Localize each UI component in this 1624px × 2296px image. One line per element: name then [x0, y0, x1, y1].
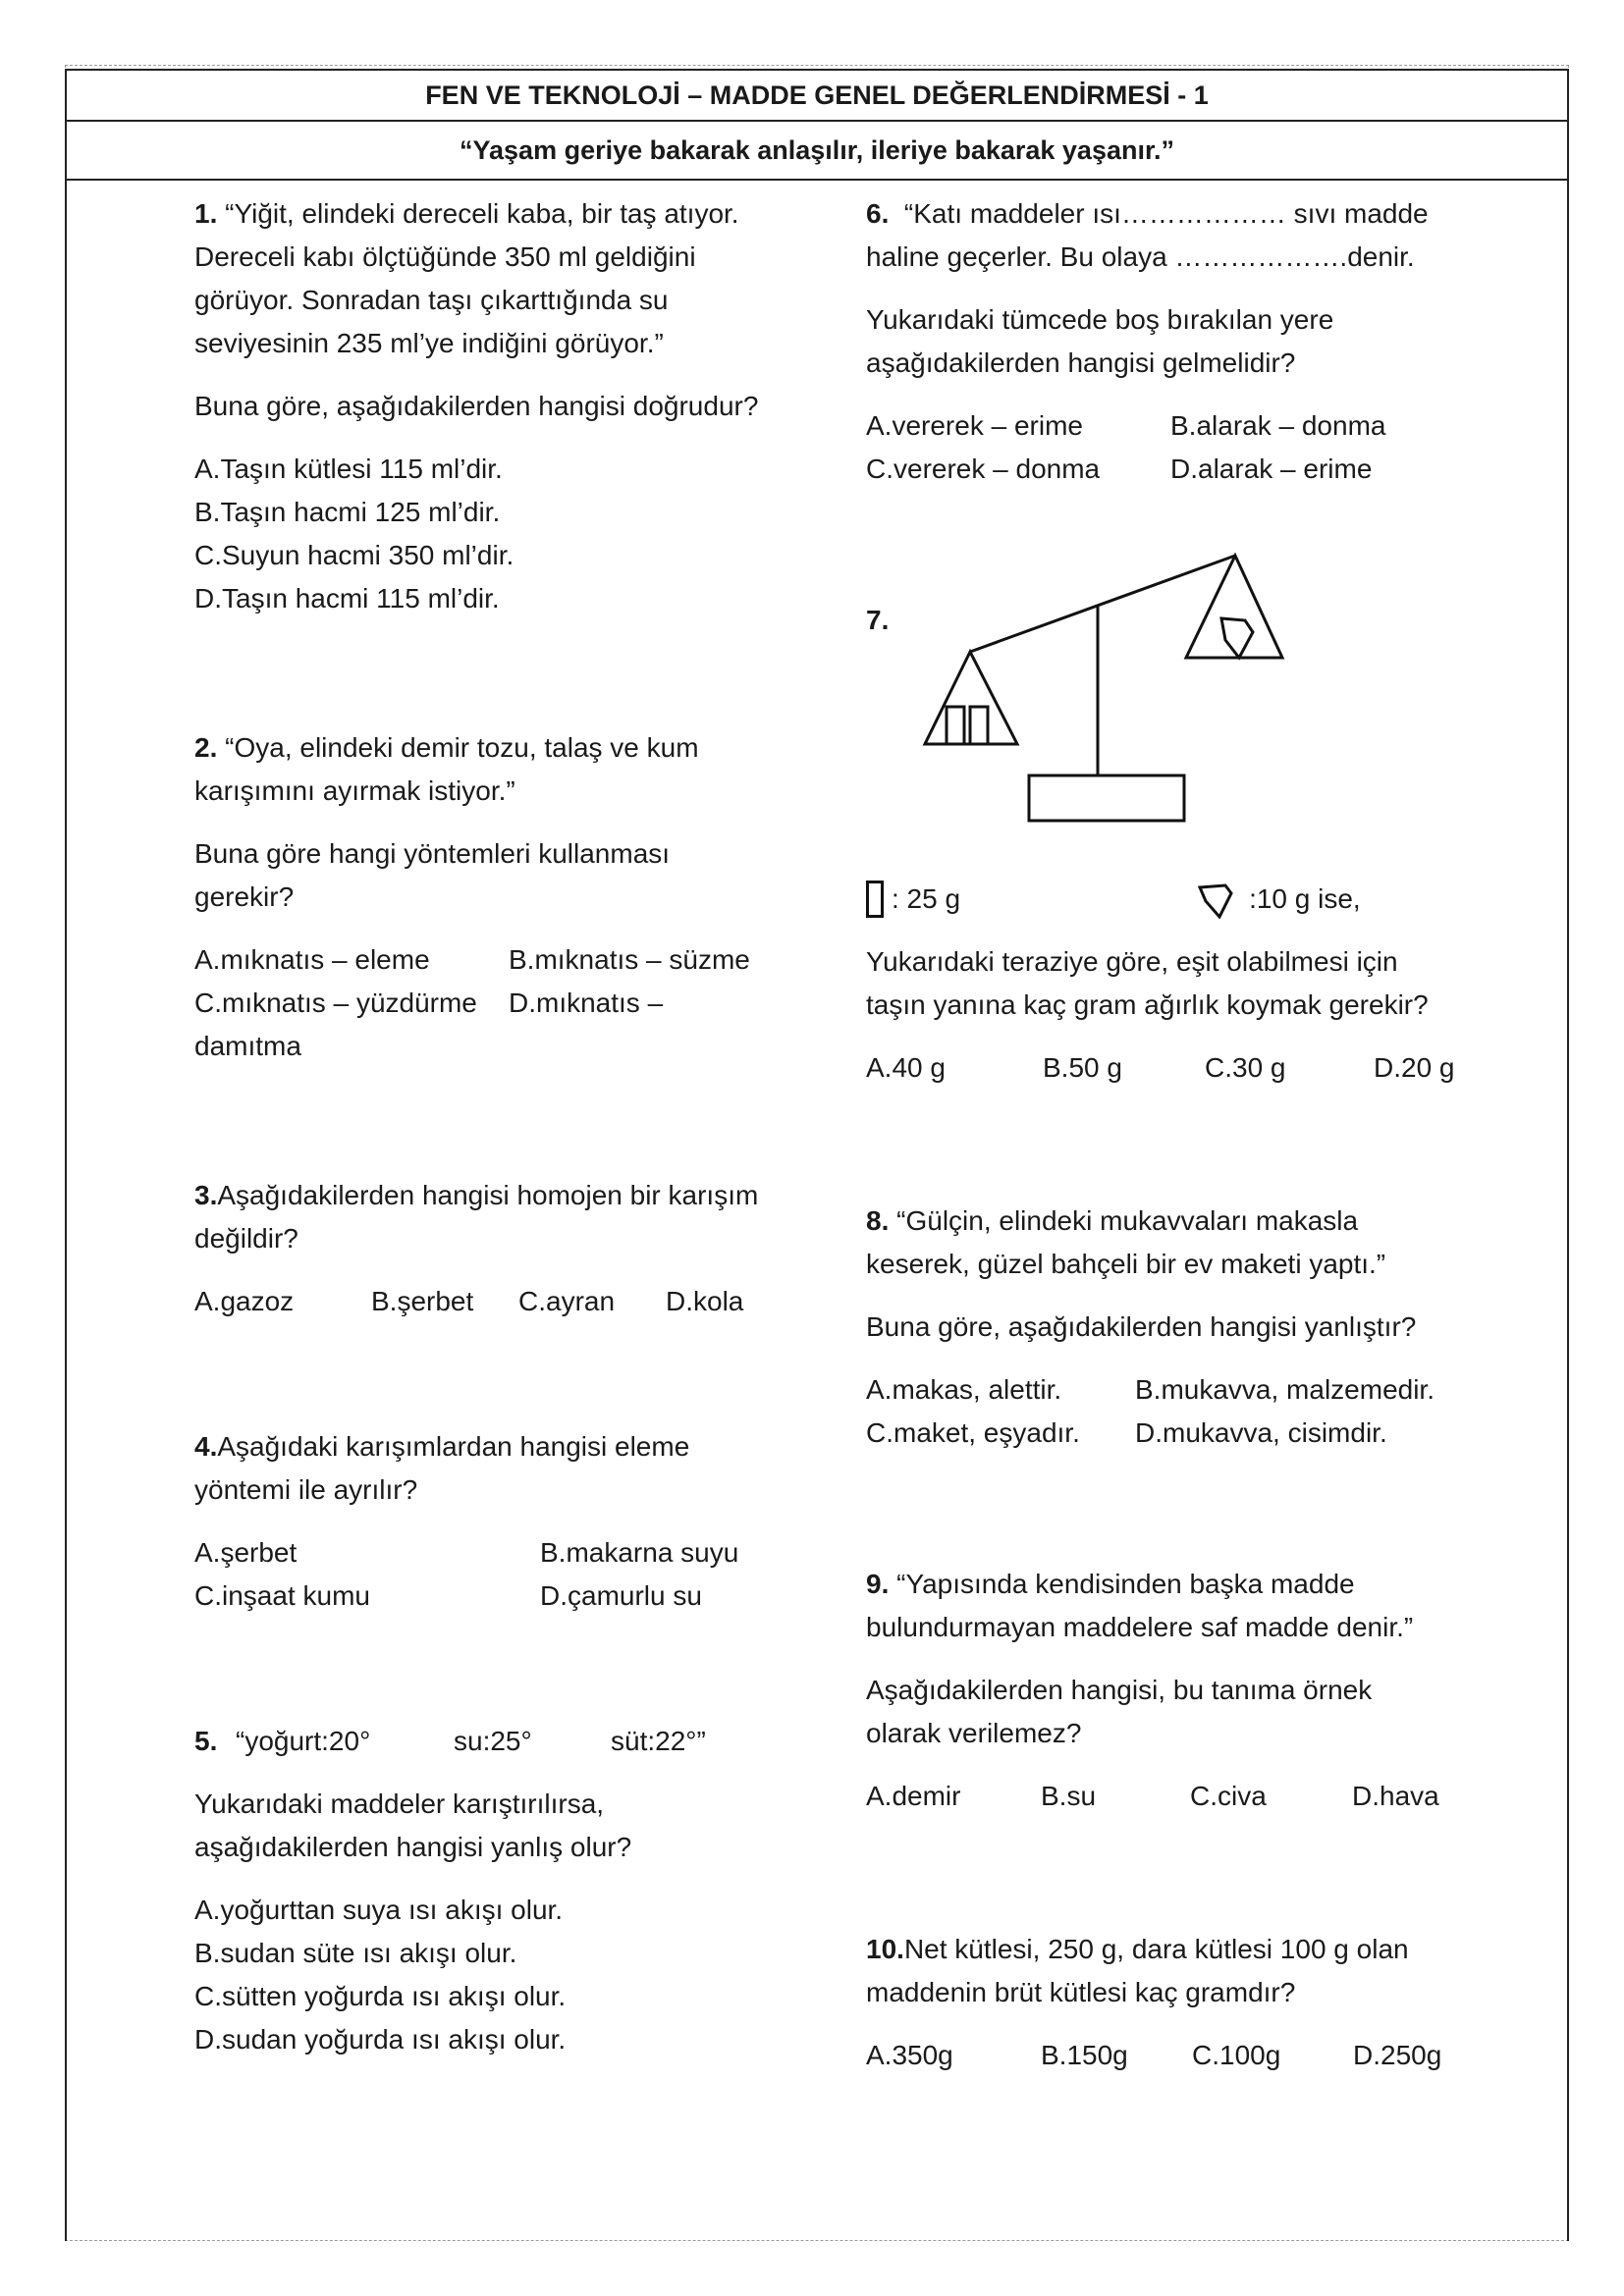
option-d: D.mıknatıs –	[509, 988, 664, 1018]
q1-line: seviyesinin 235 ml’ye indiğini görüyor.”	[194, 328, 664, 358]
option-a: A.gazoz	[194, 1286, 295, 1316]
option-d: D.kola	[666, 1286, 744, 1316]
scale-base	[1029, 775, 1184, 821]
option-b: B.mıknatıs – süzme	[509, 944, 750, 975]
legend-block-weight: : 25 g	[892, 883, 961, 914]
question-number: 4.	[194, 1431, 218, 1462]
option-c: C.Suyun hacmi 350 ml’dir.	[194, 540, 514, 570]
q4-line: Aşağıdaki karışımlardan hangisi eleme	[217, 1431, 690, 1462]
q6-question: aşağıdakilerden hangisi gelmelidir?	[866, 347, 1296, 378]
option-a: A.makas, alettir.	[866, 1374, 1062, 1405]
option-a: A.demir	[866, 1781, 961, 1811]
option-b: B.50 g	[1043, 1052, 1122, 1083]
question-number: 8.	[866, 1205, 890, 1236]
q8-line: keserek, güzel bahçeli bir ev maketi yaptı.”	[866, 1249, 1386, 1279]
option-b: B.şerbet	[371, 1286, 474, 1316]
q2-line: karışımını ayırmak istiyor.”	[194, 775, 515, 806]
q8-question: Buna göre, aşağıdakilerden hangisi yanlıştır?	[866, 1311, 1417, 1342]
option-d: D.250g	[1353, 2040, 1442, 2070]
option-a: A.yoğurttan suya ısı akışı olur.	[194, 1895, 564, 1925]
option-d: D.sudan yoğurda ısı akışı olur.	[194, 2024, 567, 2055]
option-a: A.şerbet	[194, 1537, 298, 1568]
q1-line: Dereceli kabı ölçtüğünde 350 ml geldiğini	[194, 241, 696, 272]
option-c: C.100g	[1192, 2040, 1281, 2070]
option-b: B.su	[1041, 1781, 1097, 1811]
temp-milk: süt:22°”	[611, 1726, 706, 1756]
q9-question: Aşağıdakilerden hangisi, bu tanıma örnek	[866, 1675, 1373, 1705]
q6-line: haline geçerler. Bu olaya ……………….denir.	[866, 241, 1415, 272]
question-number: 6.	[866, 198, 890, 229]
q9-question: olarak verilemez?	[866, 1718, 1082, 1748]
question-number: 9.	[866, 1569, 890, 1599]
q7-question: Yukarıdaki teraziye göre, eşit olabilmesi için	[866, 946, 1398, 977]
question-number: 5.	[194, 1726, 218, 1756]
option-a: A.350g	[866, 2040, 953, 2070]
option-c: C.inşaat kumu	[194, 1580, 370, 1611]
q6-question: Yukarıdaki tümcede boş bırakılan yere	[866, 304, 1334, 335]
option-a: A.40 g	[866, 1052, 946, 1083]
option-d: D.Taşın hacmi 115 ml’dir.	[194, 583, 500, 614]
option-a: A.Taşın kütlesi 115 ml’dir.	[194, 454, 503, 484]
q4-line: yöntemi ile ayrılır?	[194, 1474, 418, 1505]
option-b: B.alarak – donma	[1170, 410, 1386, 441]
question-9	[866, 1563, 1534, 1818]
weight-block-icon	[947, 707, 964, 744]
q9-line: bulundurmayan maddelere saf madde denir.”	[866, 1612, 1414, 1642]
q8-line: “Gülçin, elindeki mukavvaları makasla	[896, 1205, 1359, 1236]
q9-line: “Yapısında kendisinden başka madde	[896, 1569, 1355, 1599]
option-c: C.sütten yoğurda ısı akışı olur.	[194, 1981, 567, 2011]
option-b: B.sudan süte ısı akışı olur.	[194, 1938, 517, 1968]
temp-water: su:25°	[454, 1726, 532, 1756]
stone-icon	[1196, 880, 1235, 919]
option-d: D.alarak – erime	[1170, 454, 1373, 484]
legend-stone-weight: :10 g ise,	[1249, 883, 1361, 914]
option-c: C.civa	[1190, 1781, 1267, 1811]
q5-question: aşağıdakilerden hangisi yanlış olur?	[194, 1832, 632, 1862]
option-d-cont: damıtma	[194, 1031, 301, 1061]
q10-line: maddenin brüt kütlesi kaç gramdır?	[866, 1977, 1296, 2007]
q3-line: değildir?	[194, 1223, 298, 1254]
option-c: C.maket, eşyadır.	[866, 1417, 1080, 1448]
right-pan	[1186, 556, 1282, 658]
question-number: 10.	[866, 1934, 904, 1964]
option-b: B.Taşın hacmi 125 ml’dir.	[194, 497, 501, 527]
option-d: D.hava	[1352, 1781, 1439, 1811]
worksheet-title: FEN VE TEKNOLOJİ – MADDE GENEL DEĞERLENDİRMESİ - 1	[67, 71, 1567, 122]
q2-question: gerekir?	[194, 881, 295, 912]
question-number: 1.	[194, 198, 218, 229]
question-number: 3.	[194, 1180, 218, 1210]
option-c: C.30 g	[1205, 1052, 1286, 1083]
option-b: B.mukavva, malzemedir.	[1135, 1374, 1435, 1405]
question-8	[866, 1200, 1534, 1455]
option-d: D.mukavva, cisimdir.	[1135, 1417, 1387, 1448]
q1-line: görüyor. Sonradan taşı çıkarttığında su	[194, 285, 669, 315]
motto: “Yaşam geriye bakarak anlaşılır, ileriye bakarak yaşanır.”	[460, 134, 1174, 165]
weight-block-icon	[866, 881, 884, 918]
q7-question: taşın yanına kaç gram ağırlık koymak gerekir?	[866, 989, 1429, 1020]
q10-line: Net kütlesi, 250 g, dara kütlesi 100 g olan	[903, 1934, 1409, 1964]
temp-yogurt: “yoğurt:20°	[236, 1726, 371, 1756]
q1-line: “Yiğit, elindeki dereceli kaba, bir taş atıyor.	[225, 198, 739, 229]
q7-legend	[866, 878, 1534, 1090]
q6-line: “Katı maddeler ısı……………… sıvı madde	[903, 198, 1429, 229]
option-c: C.mıknatıs – yüzdürme	[194, 988, 477, 1018]
stone-icon	[1221, 618, 1253, 658]
option-b: B.150g	[1041, 2040, 1128, 2070]
option-a: A.vererek – erime	[866, 410, 1083, 441]
option-c: C.ayran	[518, 1286, 616, 1316]
option-b: B.makarna suyu	[540, 1537, 739, 1568]
q3-line: Aşağıdakilerden hangisi homojen bir karışım	[217, 1180, 759, 1210]
q5-question: Yukarıdaki maddeler karıştırılırsa,	[194, 1789, 605, 1819]
question-7-number: 7.	[866, 605, 890, 635]
question-10	[866, 1928, 1534, 2077]
option-a: A.mıknatıs – eleme	[194, 944, 430, 975]
q1-question: Buna göre, aşağıdakilerden hangisi doğrudur?	[194, 391, 759, 421]
q2-line: “Oya, elindeki demir tozu, talaş ve kum	[225, 732, 699, 763]
question-number: 2.	[194, 732, 218, 763]
q2-question: Buna göre hangi yöntemleri kullanması	[194, 838, 671, 869]
option-c: C.vererek – donma	[866, 454, 1101, 484]
option-d: D.20 g	[1374, 1052, 1455, 1083]
weight-block-icon	[970, 707, 988, 744]
option-d: D.çamurlu su	[540, 1580, 702, 1611]
